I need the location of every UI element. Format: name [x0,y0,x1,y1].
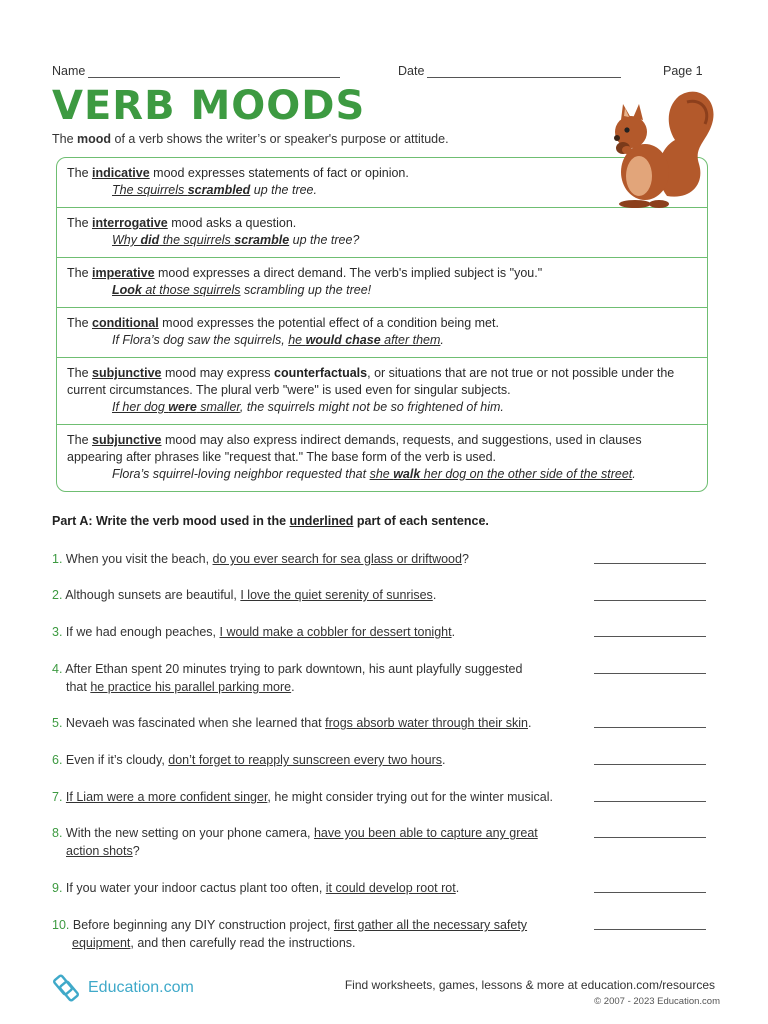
mood-example: Flora’s squirrel-loving neighbor requested that she walk her dog on the other side of the street. [112,467,636,481]
answer-blank-1[interactable] [594,563,706,564]
question-4: 4. After Ethan spent 20 minutes trying to park downtown, his aunt playfully suggested that he practice his parallel parking more. [52,662,523,694]
copyright: © 2007 - 2023 Education.com [594,996,720,1007]
question-5: 5. Nevaeh was fascinated when she learned that frogs absorb water through their skin. [52,716,532,730]
mood-example: Why did the squirrels scramble up the tree? [112,233,360,247]
mood-row-subjunctive-counterfactual: The subjunctive mood may express counterfactuals, or situations that are not true or not possible under the current circumstances. The plural verb "were" is used even for singular subjects. If her dog were smaller, the squirrels might not be so frightened of him. [57,357,707,424]
mood-example: Look at those squirrels scrambling up the tree! [112,283,372,297]
mood-row-imperative: The imperative mood expresses a direct demand. The verb's implied subject is "you." Look at those squirrels scrambling up the tree! [57,257,707,307]
question-1: 1. When you visit the beach, do you ever search for sea glass or driftwood? [52,552,469,566]
date-field[interactable] [398,64,621,78]
footer-link[interactable]: Find worksheets, games, lessons & more at education.com/resources [344,978,715,992]
mood-row-interrogative: The interrogative mood asks a question. Why did the squirrels scramble up the tree? [57,207,707,257]
answer-blank-4[interactable] [594,673,706,674]
date-line[interactable] [427,65,621,78]
answer-blank-2[interactable] [594,600,706,601]
question-2: 2. Although sunsets are beautiful, I love the quiet serenity of sunrises. [52,588,437,602]
page-title: VERB MOODS [52,83,366,129]
brand-name: Education.com [88,979,194,996]
name-line[interactable] [88,65,340,78]
answer-blank-6[interactable] [594,764,706,765]
answer-blank-7[interactable] [594,801,706,802]
date-label: Date [398,64,425,78]
mood-example: If Flora’s dog saw the squirrels, he would chase after them. [112,333,444,347]
subtitle: The mood of a verb shows the writer’s or speaker's purpose or attitude. [52,132,449,146]
squirrel-illustration [605,88,717,210]
question-8: 8. With the new setting on your phone camera, have you been able to capture any great action shots? [52,826,538,858]
mood-row-subjunctive-demand: The subjunctive mood may also express indirect demands, requests, and suggestions, used in clauses appearing after phrases like "request that." The base form of the verb is used. Flora’s squirrel-loving neighbor requested that she walk her dog on the other side of the street. [57,424,707,491]
answer-blank-10[interactable] [594,929,706,930]
mood-example: If her dog were smaller, the squirrels might not be so frightened of him. [112,400,504,414]
mood-row-indicative: The indicative mood expresses statements of fact or opinion. The squirrels scrambled up the tree. [57,158,707,207]
name-field[interactable] [52,64,340,78]
education-logo[interactable] [52,972,194,1004]
answer-blank-8[interactable] [594,837,706,838]
mood-example: The squirrels scrambled up the tree. [112,183,317,197]
education-logo-icon [52,972,84,1004]
question-7: 7. If Liam were a more confident singer, he might consider trying out for the winter musical. [52,790,553,804]
question-10: 10. Before beginning any DIY construction project, first gather all the necessary safety equipment, and then carefully read the instructions. [52,918,528,950]
question-6: 6. Even if it’s cloudy, don’t forget to reapply sunscreen every two hours. [52,753,446,767]
question-3: 3. If we had enough peaches, I would make a cobbler for dessert tonight. [52,625,456,639]
question-9: 9. If you water your indoor cactus plant too often, it could develop root rot. [52,881,460,895]
name-label: Name [52,64,86,78]
page-number: Page 1 [663,64,703,78]
part-a-instructions: Part A: Write the verb mood used in the underlined part of each sentence. [52,514,489,528]
answer-blank-3[interactable] [594,636,706,637]
answer-blank-5[interactable] [594,727,706,728]
mood-row-conditional: The conditional mood expresses the potential effect of a condition being met. If Flora’s dog saw the squirrels, he would chase after them. [57,307,707,357]
answer-blank-9[interactable] [594,892,706,893]
